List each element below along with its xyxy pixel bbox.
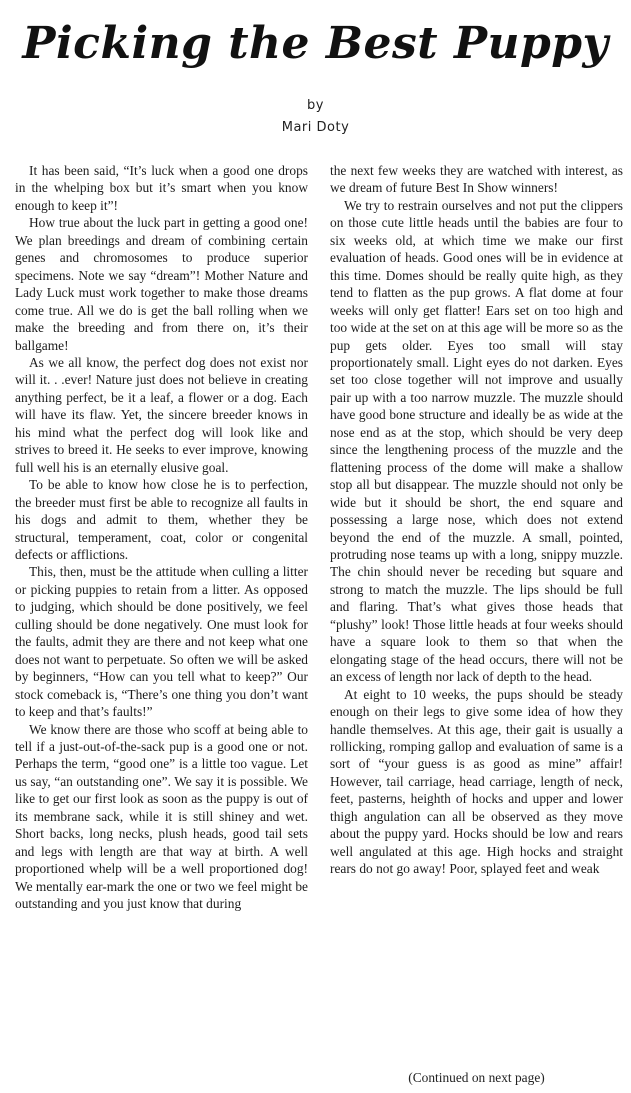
paragraph: This, then, must be the attitude when culling a litter or picking puppies to retain from a litter. As opposed to judging, which should be done positively, we feel culling should be done negatively. One must look for the faults, admit they are there and not keep what one does not want to perpetuate. So often we will be asked by beginners, “How can you tell what to keep?” Our stock comeback is, “There’s one thing you don’t want to keep and that’s faults!” bbox=[15, 564, 308, 720]
paragraph: At eight to 10 weeks, the pups should be steady enough on their legs to give some idea of how they handle themselves. At this age, their gait is usually a rollicking, romping gallop and evaluation of same is a sort of “your guess is as good as mine” affair! However, tail carriage, head carriage, length of neck, feet, pasterns, heighth of hocks and upper and lower thigh angulation can all be observed as they move about the puppy yard. Hocks should be low and rears well angulated at this age. High hocks and straight rears do not go away! Poor, splayed feet and weak bbox=[330, 686, 623, 877]
left-column bbox=[15, 162, 308, 912]
paragraph: To be able to know how close he is to perfection, the breeder must first be able to recognize all faults in his dogs and admit to them, whether they be structural, temperament, coat, color or congenital defects or afflictions. bbox=[15, 477, 308, 562]
paragraph: We know there are those who scoff at being able to tell if a just-out-of-the-sack pup is a good one or not. Perhaps the term, “good one” is a little too vague. Let us say, “an outstanding one”. We say it is possible. We like to get our first look as soon as the puppy is out of its membrane sack, while it is still shiney and wet. Short backs, long necks, plush heads, good tail sets and legs with length are that way at birth. A well proportioned whelp will be a well proportioned dog! We mentally ear-mark the one or two we feel might be outstanding and you just know that during bbox=[15, 721, 308, 912]
byline-by: by bbox=[307, 98, 324, 113]
right-column bbox=[330, 162, 623, 878]
paragraph-continuation: the next few weeks they are watched with interest, as we dream of future Best In Show winners! bbox=[330, 163, 623, 196]
paragraph: We try to restrain ourselves and not put the clippers on those cute little heads until the babies are four to six weeks old, at which time we make our first evaluation of heads. Good ones will be in evidence at this time. Domes should be really quite high, as they tend to flatten as the pup grows. A flat dome at four weeks will only get flatter! Ears set on too high and too wide at the set on at this age will be more so as the pup gets older. Eyes too small will stay proportionately small. Light eyes do not darken. Eyes set too close together will not improve and usually pair up with a too narrow muzzle. The muzzle should have good bone structure and ideally be as wide at the nose end as at the stop, which should be very deep since the lengthening process of the muzzle and the flattening process of the dome will make a shallow stop all but disappear. The muzzle should not only be wide but it should be short, the end square and possessing a large nose, which does not extend beyond the end of the muzzle. A small, pointed, protruding nose teams up with a long, snippy muzzle. The chin should never be receding but square and strong to match the muzzle. The lips should be full and flaring. That’s what gives those heads that “plushy” look! Those little heads at four weeks should have a square look to them so that when the elongating stage of the head occurs, there will not be an excess of length nor lack of depth to the head. bbox=[330, 197, 623, 685]
continued-note: (Continued on next page) bbox=[408, 1070, 545, 1085]
article-title: Picking the Best Puppy bbox=[22, 18, 609, 69]
author-name: Mari Doty bbox=[281, 120, 350, 135]
paragraph: As we all know, the perfect dog does not exist nor will it. . .ever! Nature just does not believe in creating anything perfect, be it a leaf, a flower or a dog. Each will have its flaw. Yet, the sincere breeder knows in his mind what the perfect dog will look like and strives to breed it. He seeks to ever improve, knowing full well his is an eternally elusive goal. bbox=[15, 354, 308, 475]
paragraph: It has been said, “It’s luck when a good one drops in the whelping box but it’s smart when you know enough to keep it”! bbox=[15, 163, 308, 213]
paragraph: How true about the luck part in getting a good one! We plan breedings and dream of combining certain genes and chromosomes to produce superior specimens. Note we say “dream”! Mother Nature and Lady Luck must work together to make those dreams come true. All we do is get the ball rolling when we make the breeding and from there on, it’s their ballgame! bbox=[15, 215, 308, 353]
